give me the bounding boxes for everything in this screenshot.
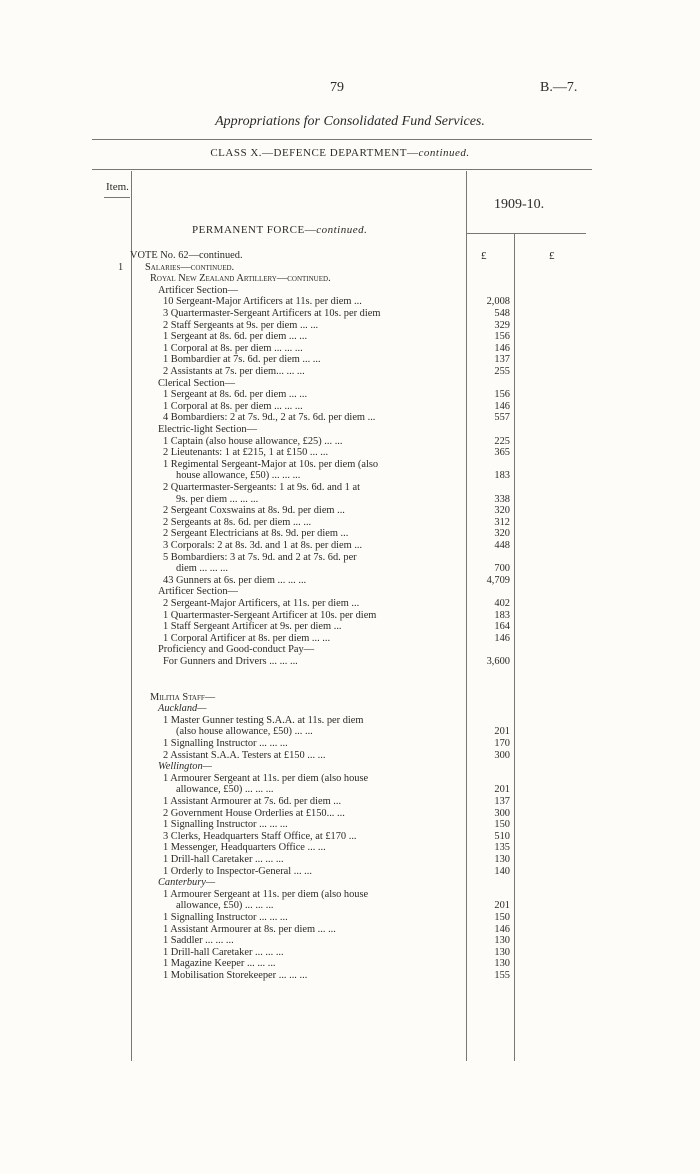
item-header-rule <box>104 197 130 198</box>
row-amount: 300 <box>494 807 510 819</box>
row-amount: 130 <box>494 958 510 970</box>
row-description: 2 Sergeants at 8s. 6d. per diem ... ... <box>163 516 312 528</box>
row-description: 1 Saddler ... ... ... <box>163 935 234 947</box>
table-row <box>0 273 700 285</box>
row-description: 1 Corporal Artificer at 8s. per diem ... ... <box>163 632 331 644</box>
row-amount: 164 <box>494 621 510 633</box>
table-row <box>0 900 700 912</box>
row-amount: 201 <box>494 726 510 738</box>
table-row <box>0 540 700 552</box>
table-row <box>0 308 700 320</box>
row-description: 2 Assistants at 7s. per diem... ... ... <box>163 366 305 377</box>
row-amount: 338 <box>494 493 510 505</box>
row-description: 2 Sergeant-Major Artificers, at 11s. per diem ... <box>163 598 360 609</box>
table-row <box>0 831 700 843</box>
row-description: 5 Bombardiers: 3 at 7s. 9d. and 2 at 7s. 6d. per <box>163 551 357 563</box>
table-row <box>0 459 700 471</box>
table-row <box>0 715 700 727</box>
row-amount: 146 <box>494 400 510 412</box>
row-description: 1 Drill-hall Caretaker ... ... ... <box>163 946 284 958</box>
document-reference: B.—7. <box>540 80 578 95</box>
section-title <box>192 224 367 236</box>
table-row <box>0 738 700 750</box>
table-row <box>0 854 700 866</box>
row-description: allowance, £50) ... ... ... <box>176 900 274 912</box>
table-row <box>0 447 700 459</box>
row-description: 1 Armourer Sergeant at 11s. per diem (also house <box>163 888 369 900</box>
row-amount: 329 <box>494 319 510 331</box>
table-row <box>0 470 700 482</box>
row-description: 1 Bombardier at 7s. 6d. per diem ... ... <box>163 354 321 366</box>
table-row <box>0 935 700 947</box>
table-row <box>0 586 700 598</box>
table-row <box>0 320 700 332</box>
table-row <box>0 924 700 936</box>
item-column-header: Item. <box>106 181 129 193</box>
row-amount: 150 <box>494 912 510 923</box>
row-amount: 700 <box>494 563 510 575</box>
table-row <box>0 761 700 773</box>
row-description: 2 Government House Orderlies at £150... ... <box>163 807 345 819</box>
row-amount: 225 <box>494 435 510 447</box>
table-row <box>0 621 700 633</box>
row-amount: 137 <box>494 796 510 807</box>
row-description: Militia Staff— <box>150 691 216 703</box>
row-amount: 130 <box>494 946 510 958</box>
table-row <box>0 970 700 982</box>
class-title <box>0 147 680 159</box>
row-description: 1 Assistant Armourer at 8s. per diem ... ... <box>163 923 336 935</box>
row-amount: 130 <box>494 854 510 865</box>
row-amount: 170 <box>494 738 510 749</box>
row-amount: 130 <box>494 935 510 947</box>
year-header-rule <box>466 233 586 234</box>
table-row <box>0 656 700 668</box>
row-description: 2 Staff Sergeants at 9s. per diem ... ... <box>163 319 319 331</box>
row-description: 1 Signalling Instructor ... ... ... <box>163 738 288 749</box>
row-description: 10 Sergeant-Major Artificers at 11s. per diem ... <box>163 296 362 308</box>
row-amount: 4,709 <box>486 574 510 586</box>
row-description: Proficiency and Good-conduct Pay— <box>158 644 315 656</box>
title-rule <box>92 139 592 140</box>
row-description: diem ... ... ... <box>176 563 228 575</box>
table-row <box>0 552 700 564</box>
table-row <box>0 528 700 540</box>
row-description: 1 Corporal at 8s. per diem ... ... ... <box>163 400 303 412</box>
table-row <box>0 378 700 390</box>
row-description: Clerical Section— <box>158 377 236 389</box>
row-description: 1 Orderly to Inspector-General ... ... <box>163 865 312 877</box>
table-row <box>0 796 700 808</box>
table-row <box>0 750 700 762</box>
row-description: house allowance, £50) ... ... ... <box>176 470 301 482</box>
table-row <box>0 285 700 297</box>
table-row <box>0 575 700 587</box>
row-description: Wellington— <box>158 761 212 773</box>
table-row <box>0 296 700 308</box>
currency-symbol-col2: £ <box>549 250 555 262</box>
table-row <box>0 889 700 901</box>
row-description: 1 Sergeant at 8s. 6d. per diem ... ... <box>163 331 308 343</box>
table-row <box>0 912 700 924</box>
table-row <box>0 250 700 262</box>
row-description: 1 Regimental Sergeant-Major at 10s. per diem (also <box>163 458 379 470</box>
table-row <box>0 692 700 704</box>
table-row <box>0 354 700 366</box>
table-row <box>0 842 700 854</box>
table-row <box>0 633 700 645</box>
row-description: 2 Sergeant Electricians at 8s. 9d. per diem ... <box>163 528 349 540</box>
row-description: 2 Quartermaster-Sergeants: 1 at 9s. 6d. and 1 at <box>163 482 360 493</box>
row-description: 9s. per diem ... ... ... <box>176 493 259 505</box>
row-description: 1 Signalling Instructor ... ... ... <box>163 819 288 831</box>
table-row <box>0 389 700 401</box>
row-description: 1 Armourer Sergeant at 11s. per diem (also house <box>163 772 369 784</box>
table-row <box>0 784 700 796</box>
table-row <box>0 958 700 970</box>
row-description: Electric-light Section— <box>158 424 257 435</box>
row-amount: 155 <box>494 970 510 981</box>
row-description: 1 Corporal at 8s. per diem ... ... ... <box>163 342 303 354</box>
row-amount: 3,600 <box>486 656 510 667</box>
row-description: 4 Bombardiers: 2 at 7s. 9d., 2 at 7s. 6d. per diem ... <box>163 412 376 424</box>
table-row <box>0 808 700 820</box>
row-description: 1 Sergeant at 8s. 6d. per diem ... ... <box>163 389 308 401</box>
row-amount: 365 <box>494 447 510 459</box>
row-description: 3 Corporals: 2 at 8s. 3d. and 1 at 8s. per diem ... <box>163 540 363 551</box>
row-amount: 150 <box>494 819 510 831</box>
table-row <box>0 366 700 378</box>
table-row <box>0 436 700 448</box>
row-amount: 137 <box>494 354 510 366</box>
row-description: 3 Clerks, Headquarters Staff Office, at £170 ... <box>163 830 357 842</box>
section-title-text: PERMANENT FORCE— <box>192 224 317 236</box>
row-amount: 320 <box>494 505 510 517</box>
row-description: Artificer Section— <box>158 284 238 296</box>
row-amount: 510 <box>494 830 510 842</box>
row-amount: 201 <box>494 784 510 796</box>
table-row <box>0 877 700 889</box>
currency-symbol-col1: £ <box>481 250 487 262</box>
item-number: 1 <box>118 261 124 273</box>
row-amount: 183 <box>494 470 510 482</box>
row-description: 1 Staff Sergeant Artificer at 9s. per diem ... <box>163 621 342 633</box>
row-description: Canterbury— <box>158 877 216 889</box>
row-amount: 320 <box>494 528 510 540</box>
table-row <box>0 424 700 436</box>
row-description: 2 Lieutenants: 1 at £215, 1 at £150 ... ... <box>163 447 329 459</box>
table-row <box>0 505 700 517</box>
table-row <box>0 412 700 424</box>
row-description: 43 Gunners at 6s. per diem ... ... ... <box>163 574 307 586</box>
table-row <box>0 598 700 610</box>
class-title-continued: continued. <box>418 147 470 159</box>
row-amount: 2,008 <box>486 296 510 308</box>
row-description: VOTE No. 62—continued. <box>130 250 243 261</box>
row-amount: 146 <box>494 923 510 935</box>
row-amount: 156 <box>494 389 510 401</box>
row-description: 3 Quartermaster-Sergeant Artificers at 10s. per diem <box>163 308 381 319</box>
row-description: 1 Quartermaster-Sergeant Artificer at 10s. per diem <box>163 609 377 621</box>
section-title-continued: continued. <box>316 224 368 236</box>
row-description: For Gunners and Drivers ... ... ... <box>163 656 298 667</box>
row-description: Artificer Section— <box>158 586 238 598</box>
row-amount: 312 <box>494 516 510 528</box>
row-description: (also house allowance, £50) ... ... <box>176 726 313 738</box>
table-row <box>0 644 700 656</box>
row-description: Auckland— <box>158 703 207 715</box>
row-description: 1 Captain (also house allowance, £25) ... ... <box>163 435 343 447</box>
row-amount: 146 <box>494 342 510 354</box>
row-description: 1 Signalling Instructor ... ... ... <box>163 912 288 923</box>
table-row <box>0 343 700 355</box>
table-row <box>0 610 700 622</box>
row-amount: 146 <box>494 632 510 644</box>
row-description: 1 Master Gunner testing S.A.A. at 11s. per diem <box>163 714 364 726</box>
year-column-header: 1909-10. <box>494 197 545 212</box>
table-row <box>0 482 700 494</box>
class-title-text: CLASS X.—DEFENCE DEPARTMENT— <box>210 147 419 159</box>
row-amount: 300 <box>494 749 510 761</box>
row-description: 2 Sergeant Coxswains at 8s. 9d. per diem ... <box>163 505 345 517</box>
row-description: 2 Assistant S.A.A. Testers at £150 ... ... <box>163 749 326 761</box>
table-row <box>0 773 700 785</box>
table-row <box>0 331 700 343</box>
row-description: 1 Drill-hall Caretaker ... ... ... <box>163 854 284 865</box>
class-title-rule <box>92 169 592 170</box>
table-row <box>0 401 700 413</box>
row-amount: 183 <box>494 609 510 621</box>
row-description: 1 Messenger, Headquarters Office ... ... <box>163 842 326 854</box>
row-description: 1 Magazine Keeper ... ... ... <box>163 958 276 970</box>
row-amount: 548 <box>494 308 510 319</box>
table-row <box>0 866 700 878</box>
row-amount: 201 <box>494 900 510 912</box>
table-row <box>0 517 700 529</box>
row-amount: 402 <box>494 598 510 609</box>
page-number: 79 <box>330 80 344 95</box>
table-row <box>0 726 700 738</box>
table-row <box>0 262 700 274</box>
table-row <box>0 494 700 506</box>
table-row <box>0 563 700 575</box>
row-amount: 140 <box>494 865 510 877</box>
row-description: Royal New Zealand Artillery—continued. <box>150 273 331 285</box>
page-title: Appropriations for Consolidated Fund Services. <box>215 114 485 129</box>
row-amount: 255 <box>494 366 510 377</box>
row-amount: 448 <box>494 540 510 551</box>
row-description: allowance, £50) ... ... ... <box>176 784 274 796</box>
table-row <box>0 819 700 831</box>
row-description: 1 Mobilisation Storekeeper ... ... ... <box>163 970 308 981</box>
row-amount: 156 <box>494 331 510 343</box>
row-description: Salaries—continued. <box>145 261 235 273</box>
table-row <box>0 703 700 715</box>
row-amount: 135 <box>494 842 510 854</box>
row-description: 1 Assistant Armourer at 7s. 6d. per diem ... <box>163 796 342 807</box>
table-row <box>0 947 700 959</box>
row-amount: 557 <box>494 412 510 424</box>
